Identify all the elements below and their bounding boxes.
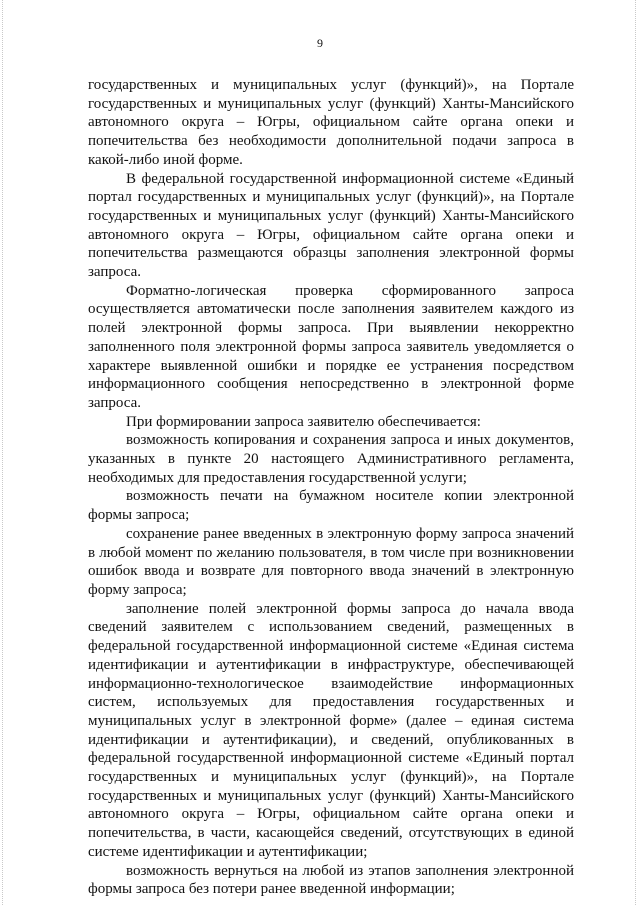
list-item-save-values: сохранение ранее введенных в электронную форму запроса значений в любой момент по желанию пользователя, в том числе при возникновении ошибок ввода и возврате для повторного ввода значений в электронную форму запроса; (88, 525, 574, 598)
body-text (88, 76, 574, 899)
list-item-print: возможность печати на бумажном носителе копии электронной формы запроса; (88, 488, 574, 524)
list-item-return-to-step: возможность вернуться на любой из этапов заполнения электронной формы запроса без потери ранее введенной информации; (88, 862, 574, 898)
list-item-autofill: заполнение полей электронной формы запроса до начала ввода сведений заявителем с использованием сведений, размещенных в федеральной государственной информационной системе «Единая система идентификации и аутентификации в инфраструктуре, обеспечивающей информационно-технологическое взаимодействие информационных систем, используемых для предоставления государственных и муниципальных услуг в электронной форме» (далее – единая система идентификации и аутентификации), и сведений, опубликованных в федеральной государственной информационной системе «Единый портал государственных и муниципальных услуг (функций)», на Портале государственных и муниципальных услуг (функций) Ханты-Мансийского автономного округа – Югры, официальном сайте органа опеки и попечительства, в части, касающейся сведений, отсутствующих в единой системе идентификации и аутентификации; (88, 600, 574, 860)
paragraph-provided-list-intro: При формировании запроса заявителю обеспечивается: (126, 413, 481, 430)
paragraph-continuation: государственных и муниципальных услуг (функций)», на Портале государственных и муниципальных услуг (функций) Ханты-Мансийского автономного округа – Югры, официальном сайте органа опеки и попечительства без необходимости дополнительной подачи запроса в какой-либо иной форме. (88, 77, 574, 168)
list-item-copy-save: возможность копирования и сохранения запроса и иных документов, указанных в пункте 20 настоящего Административного регламента, необходимых для предоставления государственной услуги; (88, 432, 574, 486)
paragraph-sample-forms: В федеральной государственной информационной системе «Единый портал государственных и муниципальных услуг (функций)», на Портале государственных и муниципальных услуг (функций) Ханты-Мансийского автономного округа – Югры, официальном сайте органа опеки и попечительства размещаются образцы заполнения электронной формы запроса. (88, 170, 574, 281)
paragraph-format-check: Форматно-логическая проверка сформированного запроса осуществляется автоматически после заполнения заявителем каждого из полей электронной формы запроса. При выявлении некорректно заполненного поля электронной формы запроса заявитель уведомляется о характере выявленной ошибки и порядке ее устранения посредством информационного сообщения непосредственно в электронной форме запроса. (88, 282, 574, 411)
scan-edge-right (635, 0, 637, 905)
page-number: 9 (317, 36, 323, 50)
scan-edge-left (2, 0, 4, 905)
